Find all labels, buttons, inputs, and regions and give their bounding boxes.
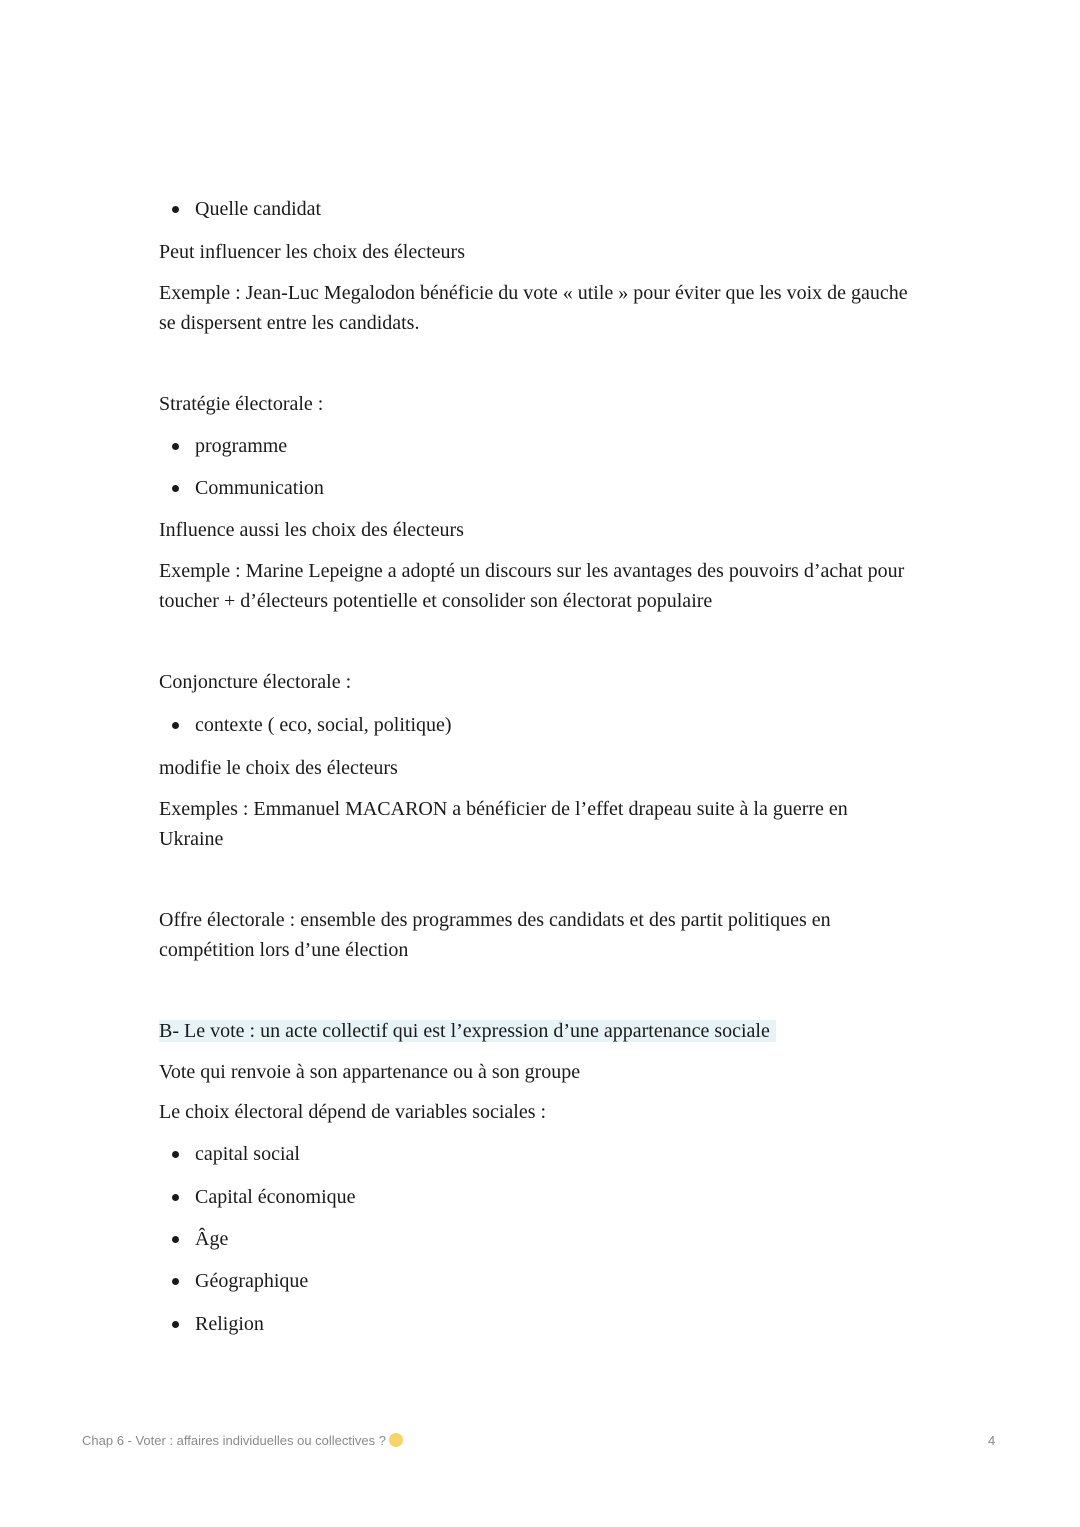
list-item: programme — [195, 435, 288, 457]
bullet-icon — [172, 1194, 179, 1201]
paragraph-line: Le choix électoral dépend de variables sociales : — [159, 1101, 547, 1123]
paragraph-line: Offre électorale : ensemble des programmes des candidats et des partit politiques en — [159, 909, 831, 931]
paragraph-line: toucher + d’électeurs potentielle et consolider son électorat populaire — [159, 590, 713, 612]
list-item: Âge — [195, 1228, 229, 1250]
list-item: Capital économique — [195, 1186, 356, 1208]
bullet-icon — [172, 1321, 179, 1328]
footer-title: Chap 6 - Voter : affaires individuelles ou collectives ? — [82, 1432, 403, 1450]
paragraph-line: se dispersent entre les candidats. — [159, 312, 420, 334]
thinking-face-icon — [389, 1433, 403, 1447]
paragraph-line: Ukraine — [159, 828, 224, 850]
paragraph-line: Influence aussi les choix des électeurs — [159, 519, 464, 541]
bullet-icon — [172, 1236, 179, 1243]
paragraph-line: Vote qui renvoie à son appartenance ou à son groupe — [159, 1061, 581, 1083]
paragraph-line: Exemple : Marine Lepeigne a adopté un discours sur les avantages des pouvoirs d’achat pour — [159, 560, 905, 582]
list-item: capital social — [195, 1143, 300, 1165]
paragraph-line: modifie le choix des électeurs — [159, 757, 398, 779]
list-item: Géographique — [195, 1270, 309, 1292]
paragraph-line: Exemple : Jean-Luc Megalodon bénéficie du vote « utile » pour éviter que les voix de gauche — [159, 282, 908, 304]
section-heading: B- Le vote : un acte collectif qui est l’expression d’une appartenance sociale — [159, 1019, 776, 1043]
paragraph-line: Stratégie électorale : — [159, 393, 324, 415]
bullet-icon — [172, 485, 179, 492]
list-item: Quelle candidat — [195, 198, 322, 220]
bullet-icon — [172, 1278, 179, 1285]
bullet-icon — [172, 443, 179, 450]
bullet-icon — [172, 1151, 179, 1158]
paragraph-line: Conjoncture électorale : — [159, 671, 352, 693]
page-number: 4 — [988, 1433, 996, 1448]
bullet-icon — [172, 722, 179, 729]
list-item: Religion — [195, 1313, 264, 1335]
list-item: Communication — [195, 477, 324, 499]
paragraph-line: Exemples : Emmanuel MACARON a bénéficier de l’effet drapeau suite à la guerre en — [159, 798, 848, 820]
bullet-icon — [172, 206, 179, 213]
list-item: contexte ( eco, social, politique) — [195, 714, 452, 736]
paragraph-line: Peut influencer les choix des électeurs — [159, 241, 465, 263]
paragraph-line: compétition lors d’une élection — [159, 939, 409, 961]
